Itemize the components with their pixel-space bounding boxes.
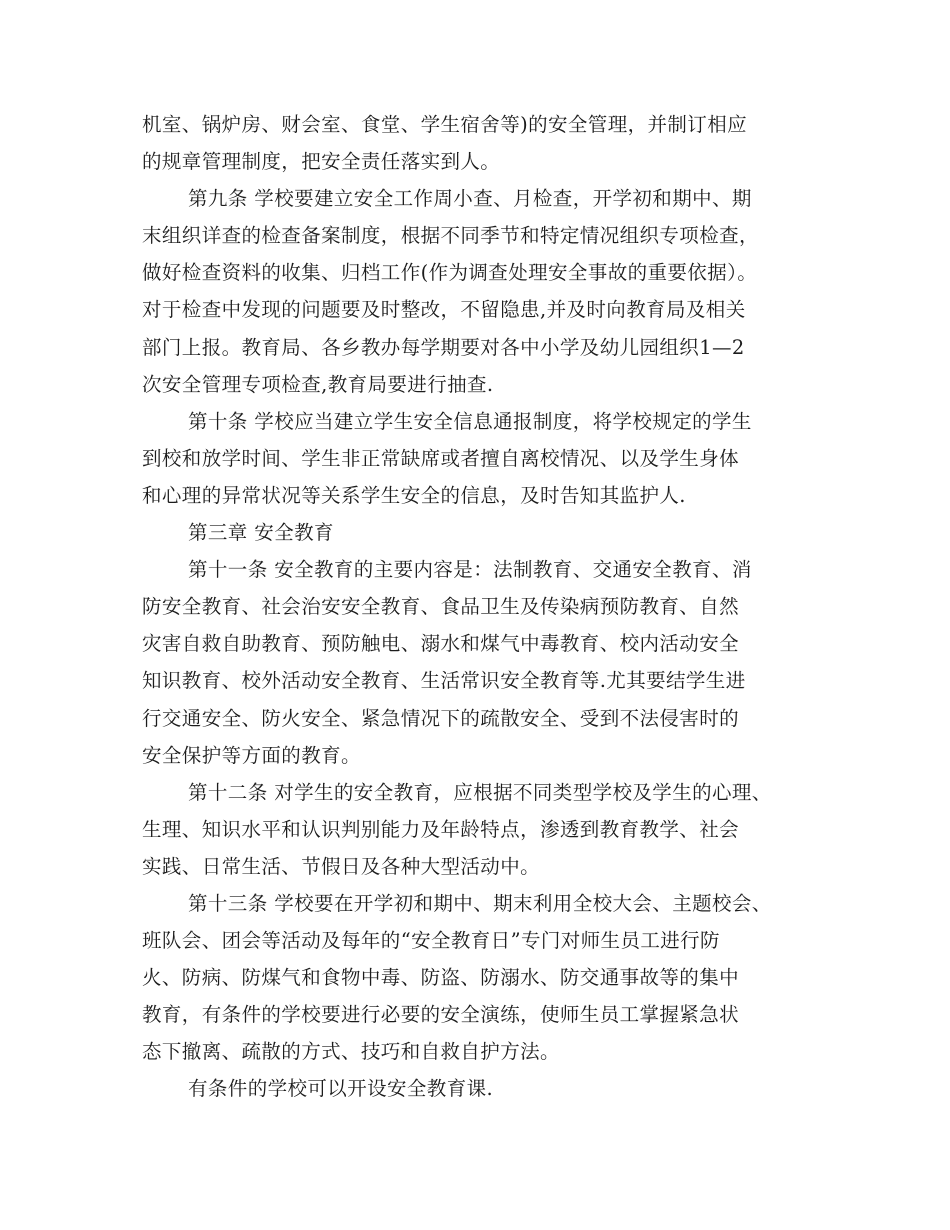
text-line: 机室、锅炉房、财会室、食堂、学生宿舍等)的安全管理，并制订相应 [142,113,748,136]
text-line: 灾害自救自助教育、预防触电、溺水和煤气中毒教育、校内活动安全 [142,632,740,656]
document-body [142,106,832,1108]
chapter-3-title: 第三章 安全教育 [188,521,334,545]
article-9-heading-line: 第九条 学校要建立安全工作周小查、月检查，开学初和期中、期 [188,187,752,211]
text-line: 做好检查资料的收集、归档工作(作为调查处理安全事故的重要依据）。 [142,261,758,285]
article-13-heading-line: 第十三条 学校要在开学初和期中、期末利用全校大会、主题校会、 [188,891,772,915]
text-line: 实践、日常生活、节假日及各种大型活动中。 [142,854,541,878]
text-line: 部门上报。教育局、各乡教办每学期要对各中小学及幼儿园组织1—2 [142,335,745,359]
article-11-heading-line: 第十一条 安全教育的主要内容是：法制教育、交通安全教育、消 [188,558,752,582]
text-line: 态下撤离、疏散的方式、技巧和自救自护方法。 [142,1040,560,1064]
text-line: 末组织详查的检查备案制度，根据不同季节和特定情况组织专项检查， [142,224,759,248]
text-line: 知识教育、校外活动安全教育、生活常识安全教育等.尤其要结学生进 [142,669,746,693]
text-line: 对于检查中发现的问题要及时整改，不留隐患,并及时向教育局及相关 [142,298,746,322]
text-line: 到校和放学时间、学生非正常缺席或者擅自离校情况、以及学生身体 [142,446,740,470]
text-line: 班队会、团会等活动及每年的“安全教育日”专门对师生员工进行防 [142,929,720,953]
article-12-heading-line: 第十二条 对学生的安全教育，应根据不同类型学校及学生的心理、 [188,780,772,804]
text-line: 和心理的异常状况等关系学生安全的信息，及时告知其监护人. [142,483,686,507]
text-line: 教育，有条件的学校要进行必要的安全演练，使师生员工掌握紧急状 [142,1003,740,1027]
text-line: 次安全管理专项检查,教育局要进行抽查. [142,372,494,396]
text-line: 行交通安全、防火安全、紧急情况下的疏散安全、受到不法侵害时的 [142,706,740,730]
closing-paragraph-line: 有条件的学校可以开设安全教育课. [188,1077,494,1101]
text-line: 的规章管理制度，把安全责任落实到人。 [142,150,501,174]
text-line: 火、防病、防煤气和食物中毒、防盗、防溺水、防交通事故等的集中 [142,966,740,990]
text-line: 生理、知识水平和认识判别能力及年龄特点，渗透到教育教学、社会 [142,817,740,841]
article-10-heading-line: 第十条 学校应当建立学生安全信息通报制度，将学校规定的学生 [188,409,752,433]
text-line: 防安全教育、社会治安安全教育、食品卫生及传染病预防教育、自然 [142,595,740,619]
text-line: 安全保护等方面的教育。 [142,743,361,767]
